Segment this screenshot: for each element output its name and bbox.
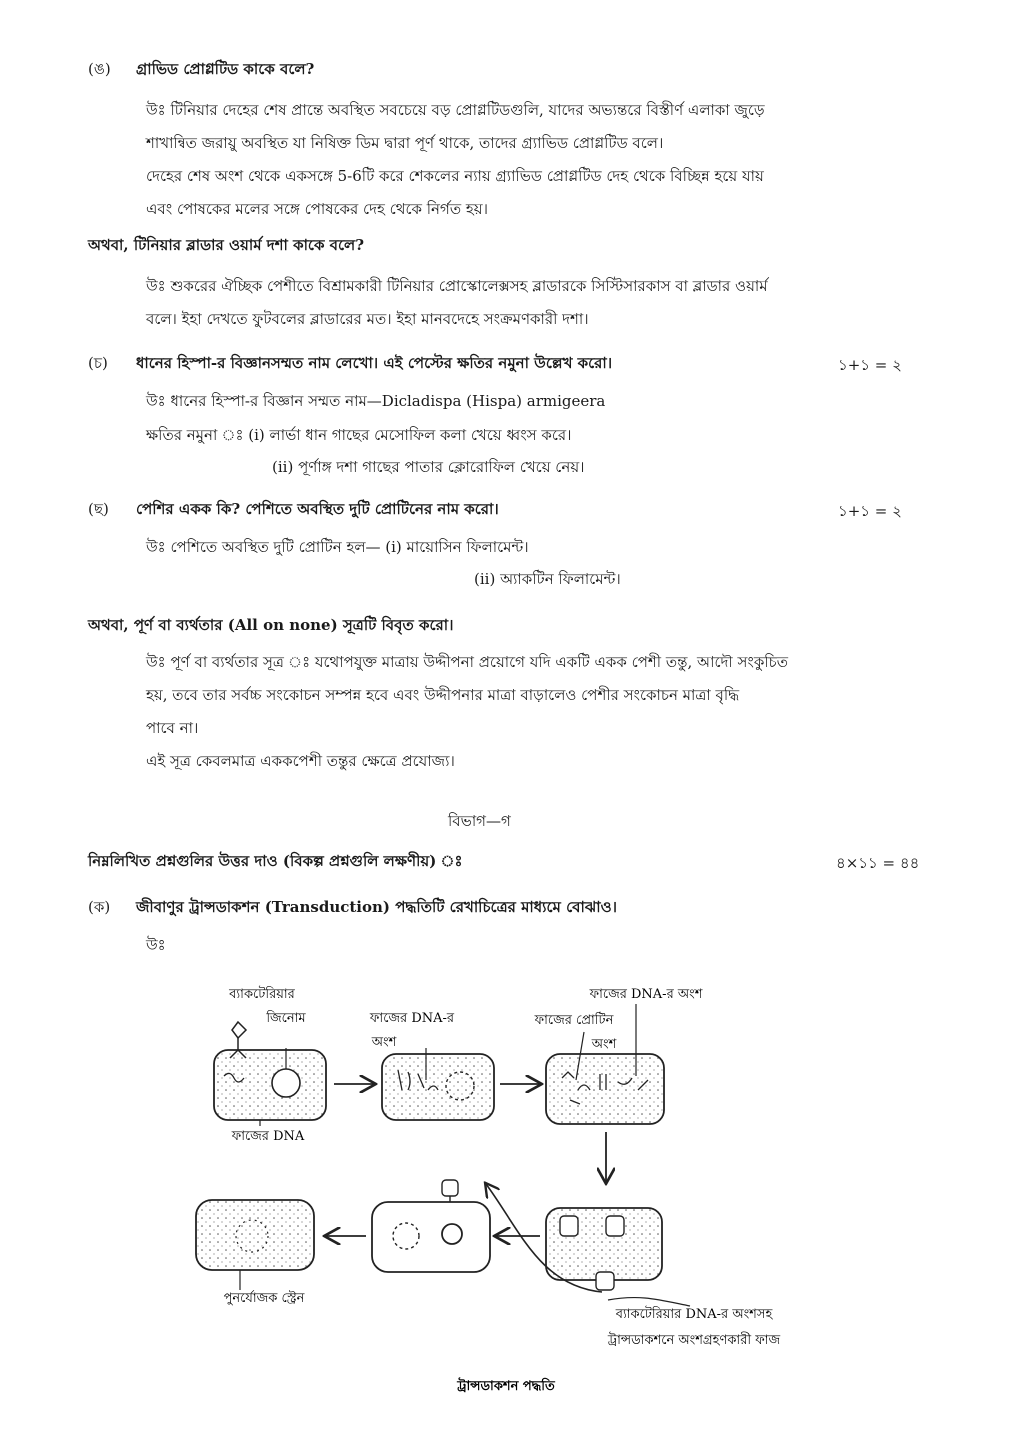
cell-phage-assembly [546,1054,664,1124]
cell-phage-dna-replicating [382,1054,494,1120]
question-or-all-or-none: অথবা, পূর্ণ বা ব্যর্থতার (All on none) সূত্রটি বিবৃত করো। [88,616,454,634]
section-title: বিভাগ—গ [448,812,511,830]
answer-prefix: উঃ [146,936,166,954]
label-bacterial-genome-2: জিনোম [266,1011,306,1026]
answer-line: দেহের শেষ অংশ থেকে একসঙ্গে 5-6টি করে শেকলের ন্যায় গ্র্যাভিড প্রোগ্লটিড দেহ থেকে বিচ্ছিন্ন হয়ে যায় [146,167,764,185]
answer-line: এই সূত্র কেবলমাত্র এককপেশী তন্তুর ক্ষেত্রে প্রযোজ্য। [146,752,455,770]
answer-line: (ii) অ্যাকটিন ফিলামেন্ট। [474,570,621,588]
question-text: গ্রাভিড প্রোগ্লটিড কাকে বলে? [136,60,315,78]
label-phage-dna-part-1: ফাজের DNA-র [369,1011,455,1026]
answer-line: বলে। ইহা দেখতে ফুটবলের ব্লাডারের মত। ইহা মানবদেহে সংক্রমণকারী দশা। [146,310,589,328]
label-bacterial-genome-1: ব্যাকটেরিয়ার [229,987,295,1002]
answer-line: উঃ ধানের হিস্পা-র বিজ্ঞান সম্মত নাম—Dicladispa (Hispa) armigeera [146,392,606,410]
label-phage-dna-part-2: অংশ [371,1035,397,1050]
label-phage-dna: ফাজের DNA [231,1129,305,1144]
question-text: ধানের হিস্পা-র বিজ্ঞানসম্মত নাম লেখো। এই পেস্টের ক্ষতির নমুনা উল্লেখ করো। [136,354,613,372]
question-text: জীবাণুর ট্রান্সডাকশন (Transduction) পদ্ধতিটি রেখাচিত্রের মাধ্যমে বোঝাও। [136,898,617,916]
diagram-caption: ট্রান্সডাকশন পদ্ধতি [457,1379,555,1394]
answer-line: শাখান্বিত জরায়ু অবস্থিত যা নিষিক্ত ডিম দ্বারা পূর্ণ থাকে, তাদের গ্র্যাভিড প্রোগ্লটিড বলে। [146,134,664,152]
question-text: পেশির একক কি? পেশিতে অবস্থিত দুটি প্রোটিনের নাম করো। [136,500,499,518]
answer-line: উঃ পেশিতে অবস্থিত দুটি প্রোটিন হল— (i) মায়োসিন ফিলামেন্ট। [146,538,529,556]
section-marks: ৪×১১ = ৪৪ [836,854,920,872]
marks-chha: ১+১ = ২ [838,502,902,520]
cell-recombinant [196,1200,314,1270]
section-instruction: নিম্নলিখিত প্রশ্নগুলির উত্তর দাও (বিকল্প প্রশ্নগুলি লক্ষণীয়) ঃ [88,852,463,870]
label-recombinant: পুনর্যোজক স্ট্রেন [223,1291,305,1306]
recipient-genome [442,1224,462,1244]
label-phage-protein-1: ফাজের প্রোটিন [534,1013,614,1028]
cell-transduced [372,1202,490,1272]
question-number: (চ) [88,354,108,372]
label-phage-protein-2: অংশ [591,1037,617,1052]
cell-bacterium-infected [214,1050,326,1120]
answer-line: পাবে না। [146,719,199,737]
question-number: (ঙ) [88,60,111,78]
label-transducing-1: ব্যাকটেরিয়ার DNA-র অংশসহ [615,1307,773,1322]
question-number: (ক) [88,898,111,916]
answer-line: উঃ পূর্ণ বা ব্যর্থতার সূত্র ঃ যথোপযুক্ত মাত্রায় উদ্দীপনা প্রয়োগে যদি একটি একক পেশী তন্তু, আদৌ সংকুচিত [146,653,788,671]
bacterial-genome [272,1069,300,1097]
transducing-phage-icon [442,1180,458,1202]
question-or-bladder: অথবা, টিনিয়ার ব্লাডার ওয়ার্ম দশা কাকে বলে? [88,236,364,254]
answer-line: উঃ টিনিয়ার দেহের শেষ প্রান্তে অবস্থিত সবচেয়ে বড় প্রোগ্লটিডগুলি, যাদের অভ্যন্তরে বিস্তীর্ণ এলাকা জুড়ে [146,101,765,119]
answer-line: ক্ষতির নমুনা ঃ (i) লার্ভা ধান গাছের মেসোফিল কলা খেয়ে ধ্বংস করে। [146,426,572,444]
label-phage-dna-part-top: ফাজের DNA-র অংশ [589,987,703,1002]
question-number: (ছ) [88,500,109,518]
answer-line: হয়, তবে তার সর্বচ্চ সংকোচন সম্পন্ন হবে এবং উদ্দীপনার মাত্রা বাড়ালেও পেশীর সংকোচন মাত্রা বৃদ্ধি [146,686,740,704]
answer-line: এবং পোষকের মলের সঙ্গে পোষকের দেহ থেকে নির্গত হয়। [146,200,488,218]
marks-cha: ১+১ = ২ [838,356,902,374]
answer-line: উঃ শুকরের ঐচ্ছিক পেশীতে বিশ্রামকারী টিনিয়ার প্রোস্কোলেক্সসহ ব্লাডারকে সিস্টিসারকাস বা ব্লাডার ওয়ার্ম [146,277,768,295]
label-transducing-2: ট্রান্সডাকশনে অংশগ্রহণকারী ফাজ [607,1333,781,1348]
answer-line: (ii) পূর্ণাঙ্গ দশা গাছের পাতার ক্লোরোফিল খেয়ে নেয়। [272,458,585,476]
